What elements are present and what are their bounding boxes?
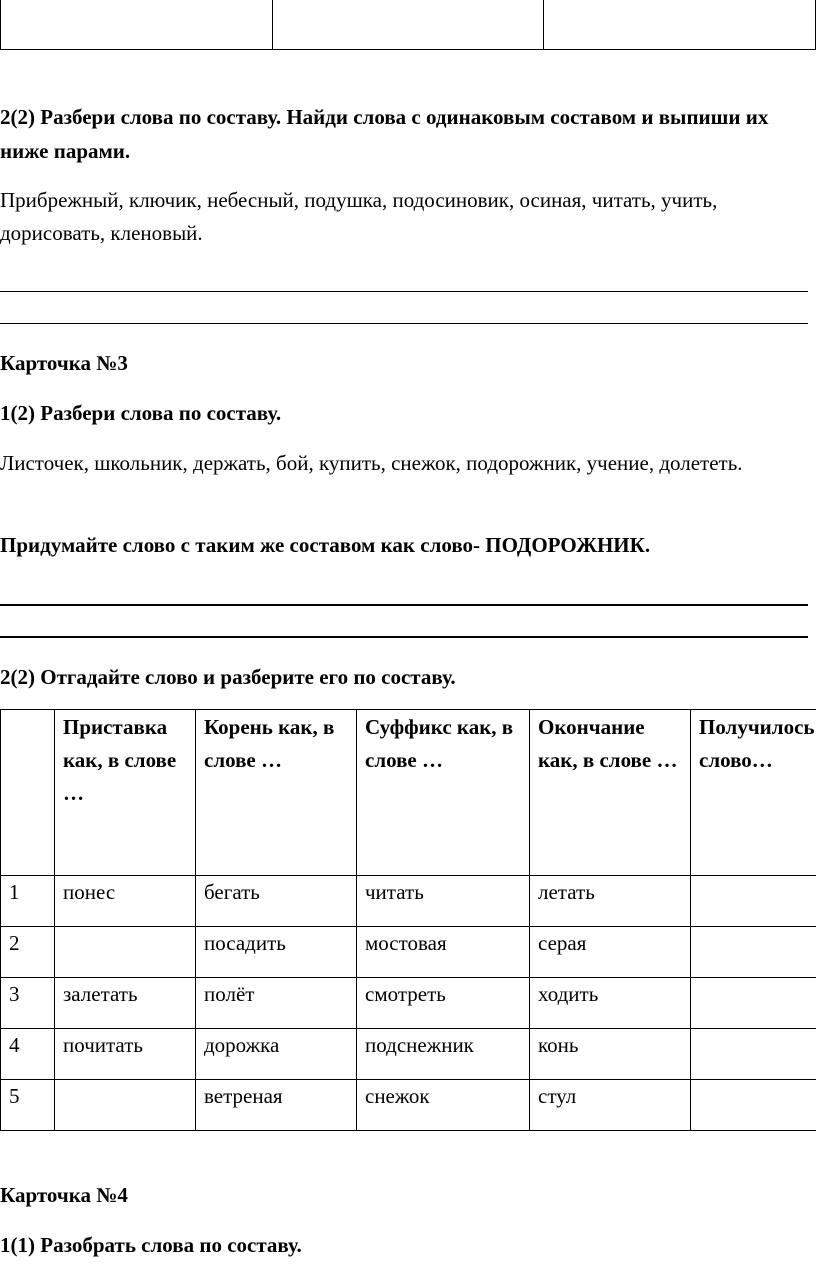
table-cell: конь xyxy=(530,1029,691,1080)
row-number: 2 xyxy=(1,927,55,978)
answer-cell xyxy=(691,1029,816,1080)
table-row xyxy=(1,1029,816,1080)
table-header-cell: Приставка как, в слове … xyxy=(55,710,196,876)
row-number: 1 xyxy=(1,876,55,927)
table-cell: почитать xyxy=(55,1029,196,1080)
table-cell: залетать xyxy=(55,978,196,1029)
answer-line xyxy=(0,604,808,606)
answer-line xyxy=(0,291,808,292)
row-number: 5 xyxy=(1,1080,55,1131)
answer-cell xyxy=(691,1080,816,1131)
table-cell: подснежник xyxy=(357,1029,530,1080)
answer-cell xyxy=(691,978,816,1029)
task-heading: 1(1) Разобрать слова по составу. xyxy=(0,1233,302,1257)
table-cell: смотреть xyxy=(357,978,530,1029)
table-cell: дорожка xyxy=(196,1029,357,1080)
table-cell: летать xyxy=(530,876,691,927)
table-header-cell: Окончание как, в слове … xyxy=(530,710,691,876)
table-header-cell xyxy=(1,710,55,876)
table-row xyxy=(1,978,816,1029)
table-cell xyxy=(55,1080,196,1131)
table-row xyxy=(1,876,816,927)
table-cell: серая xyxy=(530,927,691,978)
table-cell: мостовая xyxy=(357,927,530,978)
task-prompt: Придумайте слово с таким же составом как слово- ПОДОРОЖНИК. xyxy=(0,533,651,557)
card-title: Карточка №3 xyxy=(0,351,128,375)
table-cell: ветреная xyxy=(196,1080,357,1131)
table-cell: ходить xyxy=(530,978,691,1029)
answer-cell xyxy=(691,927,816,978)
answer-line xyxy=(0,323,808,324)
answer-line xyxy=(0,636,808,638)
table-row xyxy=(1,1080,816,1131)
empty-cell xyxy=(544,0,816,50)
table-cell: снежок xyxy=(357,1080,530,1131)
table-header-cell: Суффикс как, в слове … xyxy=(357,710,530,876)
card-title: Карточка №4 xyxy=(0,1183,128,1207)
row-number: 3 xyxy=(1,978,55,1029)
table-cell: стул xyxy=(530,1080,691,1131)
table-cell: бегать xyxy=(196,876,357,927)
morpheme-table xyxy=(0,709,816,1131)
table-cell: читать xyxy=(357,876,530,927)
empty-cell xyxy=(272,0,544,50)
empty-cell xyxy=(1,0,273,50)
table-cell: полёт xyxy=(196,978,357,1029)
task-words: Листочек, школьник, держать, бой, купить, снежок, подорожник, учение, долететь. xyxy=(0,451,743,475)
table-header-cell: Получилось слово… xyxy=(691,710,816,876)
task-heading: 1(2) Разбери слова по составу. xyxy=(0,401,282,425)
table-cell: посадить xyxy=(196,927,357,978)
row-number: 4 xyxy=(1,1029,55,1080)
table-header-cell: Корень как, в слове … xyxy=(196,710,357,876)
answer-cell xyxy=(691,876,816,927)
previous-table-fragment xyxy=(0,0,816,50)
task-heading: 2(2) Разбери слова по составу. Найди слова с одинаковым составом и выпиши их ниже парами. xyxy=(0,105,769,163)
task-heading: 2(2) Отгадайте слово и разберите его по составу. xyxy=(0,665,456,689)
table-cell: понес xyxy=(55,876,196,927)
task-words: Прибрежный, ключик, небесный, подушка, подосиновик, осиная, читать, учить, дорисовать, кленовый. xyxy=(0,188,718,245)
table-header-row xyxy=(1,710,816,876)
table-row xyxy=(1,927,816,978)
table-cell xyxy=(55,927,196,978)
